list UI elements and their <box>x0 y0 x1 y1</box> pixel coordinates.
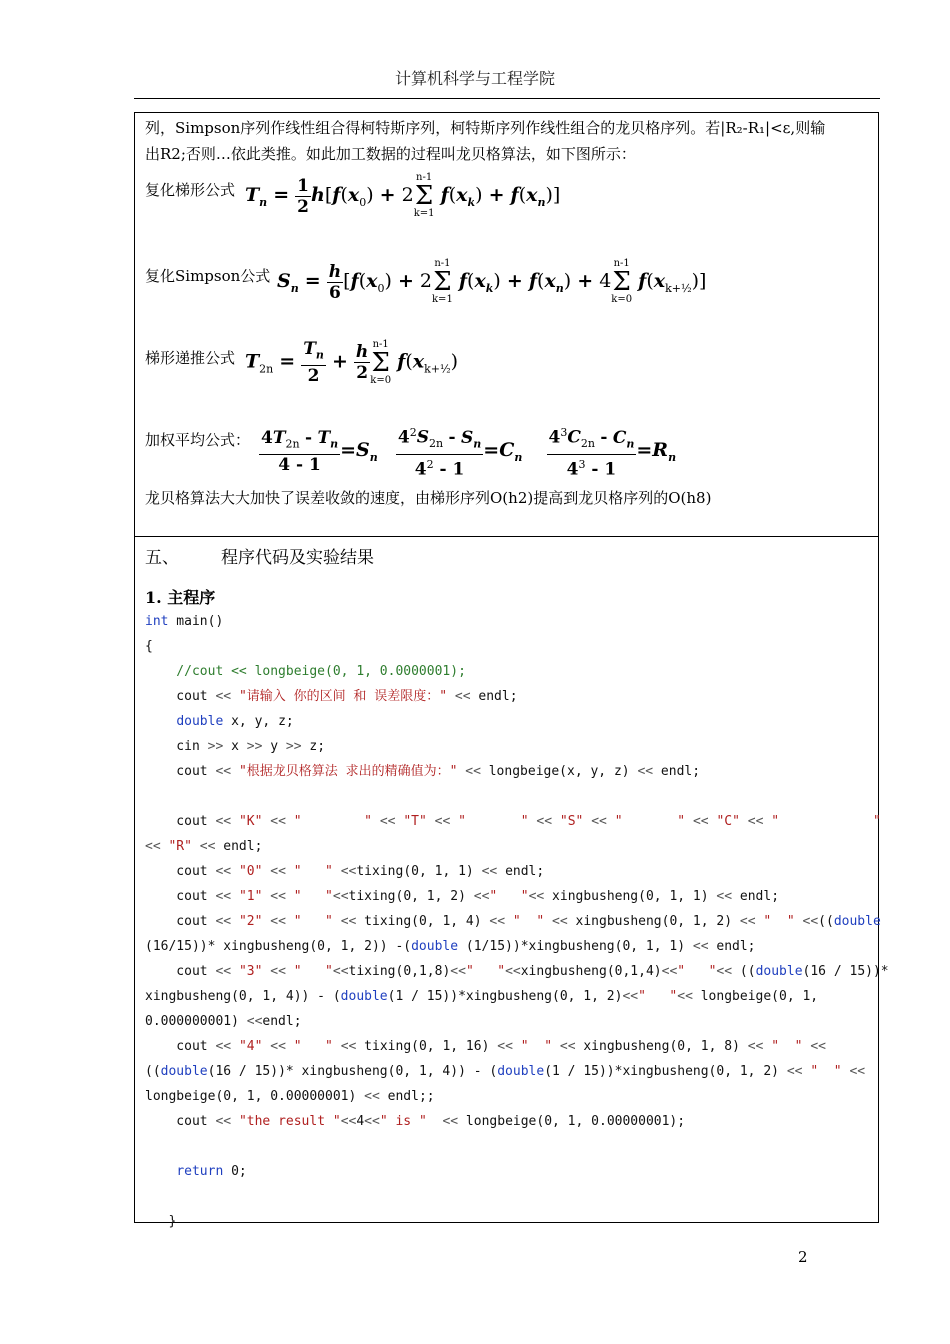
code-line: ((double(16 / 15))* xingbusheng(0, 1, 4)) - (double(1 / 15))*xingbusheng(0, 1, 2) << " " << <box>145 1064 866 1079</box>
code-line: return 0; <box>176 1164 247 1179</box>
recursion-label: 梯形递推公式 <box>145 349 236 367</box>
trapezoid-formula: $T_n$ = $\frac{1}{2}$ $h[f(x_0) + 2$ n-1 Σ k=1 $f(x_k) + f(x_n)$] <box>245 172 561 219</box>
conclusion-text: 龙贝格算法大大加快了误差收敛的速度，由梯形序列O(h2)提高到龙贝格序列的O(h8) <box>145 489 712 507</box>
code-line <box>145 1134 868 1159</box>
code-block <box>145 609 889 1234</box>
code-line: << "R" << endl; <box>145 839 263 854</box>
code-line: double x, y, z; <box>176 714 294 729</box>
section-title: 程序代码及实验结果 <box>221 548 374 568</box>
code-line: cout << "请输入 你的区间 和 误差限度：" << endl; <box>145 689 518 704</box>
code-line <box>145 784 868 809</box>
page-header: 计算机科学与工程学院 <box>394 69 555 88</box>
code-line: cout << "根据龙贝格算法 求出的精确值为：" << longbeige(x, y, z) << endl; <box>145 764 701 779</box>
header-rule <box>134 98 880 99</box>
code-line: cout << "4" << " " << tixing(0, 1, 16) << " " << xingbusheng(0, 1, 8) << " " << <box>145 1039 826 1054</box>
code-line: //cout << longbeige(0, 1, 0.0000001); <box>145 664 466 679</box>
code-box <box>134 536 889 1229</box>
code-line: cout << "the result "<<4<<" is " << longbeige(0, 1, 0.00000001); <box>145 1114 686 1129</box>
code-line: cout << "K" << " " << "T" << " " << "S" << " " << "C" << " " <box>145 814 881 829</box>
code-line: cout << "1" << " "<<tixing(0, 1, 2) <<" "<< xingbusheng(0, 1, 1) << endl; <box>145 889 780 904</box>
simpson-formula: $S_n$ = $\frac{h}{6}$ [$f(x_0) + 2$ n-1 Σ k=1 $f(x_k) + f(x_n) + 4$ n-1 Σ k=0 $f(x_{k+\frac{1}{2}})$] <box>277 258 707 305</box>
code-line: } <box>145 1214 177 1229</box>
code-line <box>145 1184 868 1209</box>
section-number: 五、 <box>145 548 179 568</box>
code-line: xingbusheng(0, 1, 4)) - (double(1 / 15))*xingbusheng(0, 1, 2)<<" "<< longbeige(0, 1, <box>145 989 819 1004</box>
code-line: cout << "2" << " " << tixing(0, 1, 4) << " " << xingbusheng(0, 1, 2) << " " <<((double <box>145 914 881 929</box>
code-line: int main() <box>145 614 224 629</box>
code-line: 0.000000001) <<endl; <box>145 1014 302 1029</box>
intro-line-2: 出R2;否则…依此类推。如此加工数据的过程叫龙贝格算法，如下图所示： <box>145 145 636 163</box>
theory-box <box>134 112 879 537</box>
intro-line-1: 列，Simpson序列作线性组合得柯特斯序列，柯特斯序列作线性组合的龙贝格序列。若|R₂-R₁|<ε,则输 <box>145 119 826 137</box>
weighted-label: 加权平均公式： <box>145 431 251 449</box>
page-number: 2 <box>798 1248 808 1266</box>
section-heading <box>145 543 374 568</box>
code-line: cout << "3" << " "<<tixing(0,1,8)<<" "<<xingbusheng(0,1,4)<<" "<< ((double(16 / 15))* <box>145 964 889 979</box>
weighted-formula: $\frac{4T_{2n} - T_n}{4 - 1}$ $=S_n$ $\frac{4^2S_{2n} - S_n}{4^2 - 1}$ $=C_n$ $\frac{4^3C_{2n} - C_n}{4^3 - 1}$ $=R_n$ <box>259 423 676 480</box>
subsection-title: 1. 主程序 <box>145 588 216 607</box>
code-line: { <box>145 639 153 654</box>
simpson-label: 复化Simpson公式 <box>145 267 271 285</box>
code-line: cin >> x >> y >> z; <box>145 739 326 754</box>
code-line: longbeige(0, 1, 0.00000001) << endl;; <box>145 1089 435 1104</box>
code-line: (16/15))* xingbusheng(0, 1, 2)) -(double (1/15))*xingbusheng(0, 1, 1) << endl; <box>145 939 756 954</box>
trapezoid-label: 复化梯形公式 <box>145 181 236 199</box>
code-line: cout << "0" << " " <<tixing(0, 1, 1) << endl; <box>145 864 545 879</box>
recursion-formula: $T_{2n}$ = $\frac{T_n}{2}$ + $\frac{h}{2}$ n-1 Σ k=0 $f(x_{k+\frac{1}{2}})$ <box>245 338 459 387</box>
